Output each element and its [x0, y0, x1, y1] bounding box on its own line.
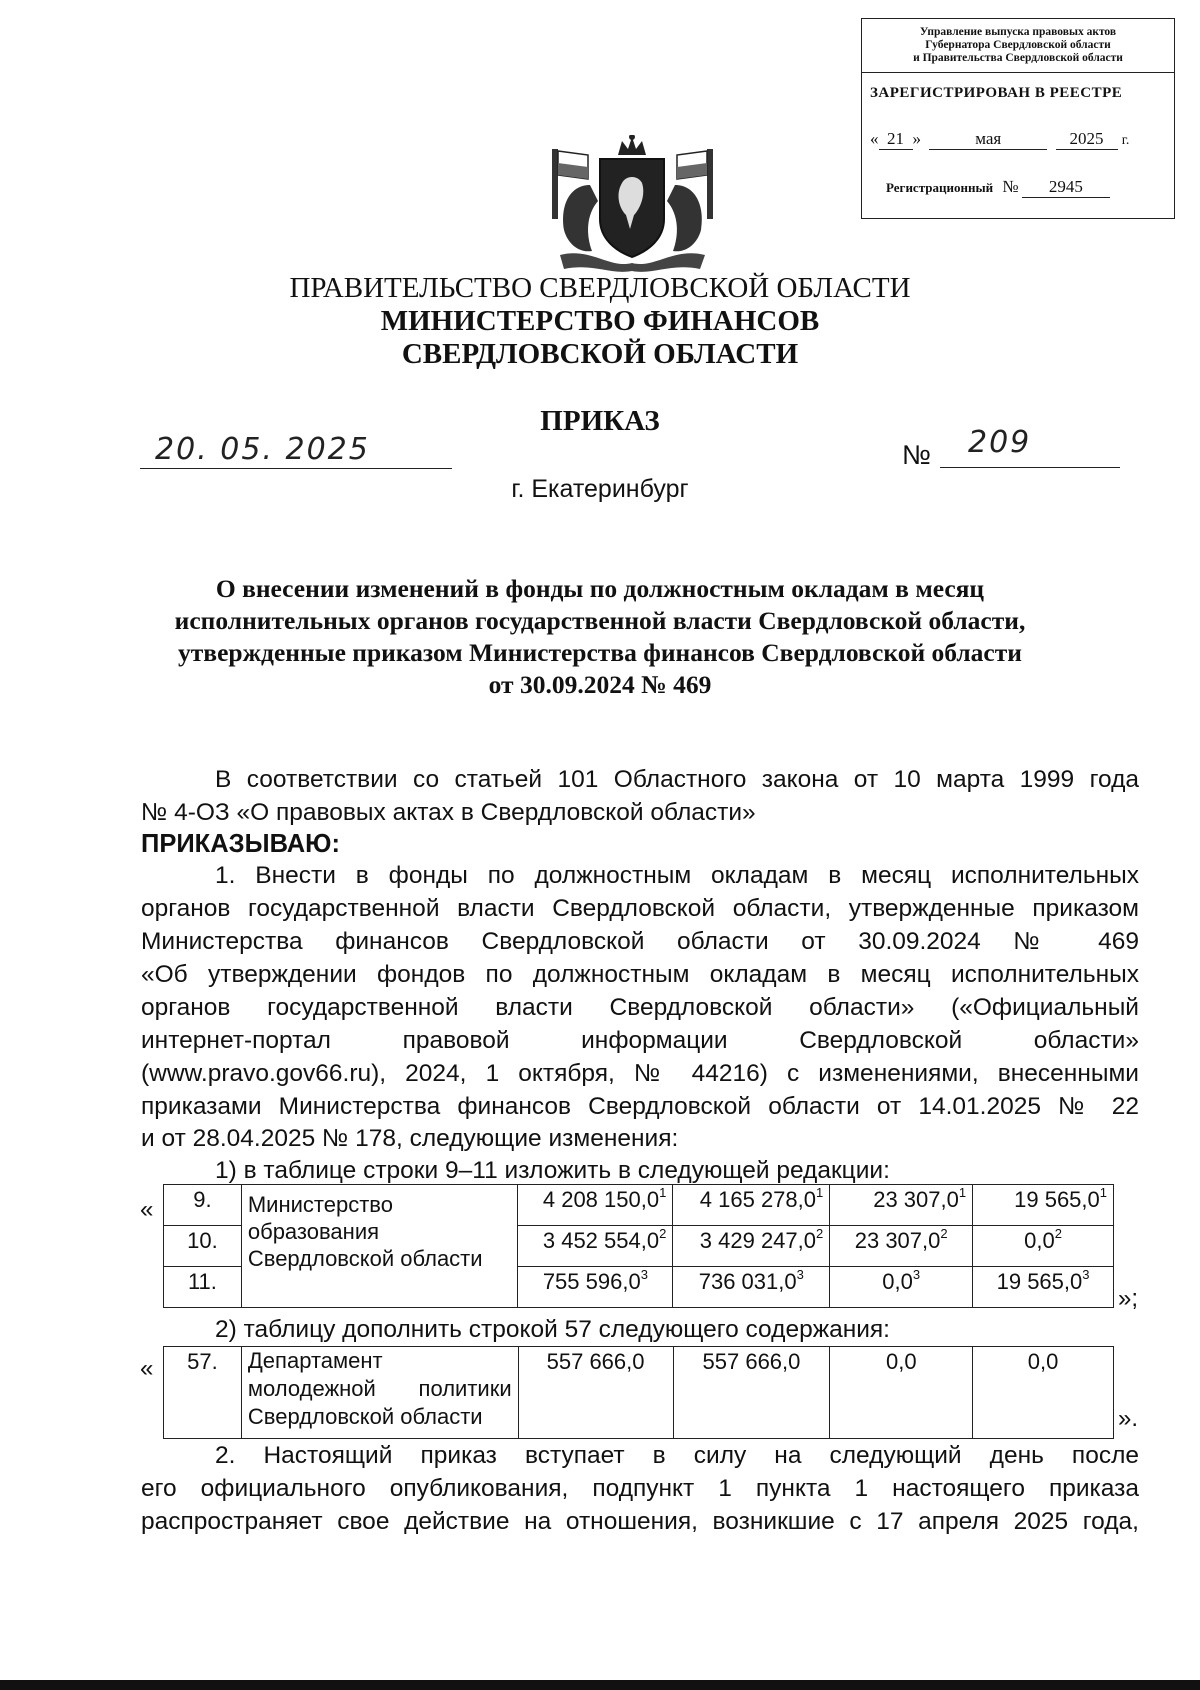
cell-value: 4 208 150,0$^1$: [518, 1185, 673, 1226]
paragraph-1-line: 1. Внести в фонды по должностным окладам в месяц исполнительных: [215, 862, 1139, 889]
paragraph-1-line: интернет-портал правовой информации Свердловской области»: [141, 1027, 1139, 1054]
number-underline: [940, 467, 1120, 468]
stamp-header-line: Губернатора Свердловской области: [925, 39, 1111, 51]
number-sign: №: [902, 440, 931, 470]
order-title-line: исполнительных органов государственной власти Свердловской области,: [174, 606, 1026, 635]
table-row: [164, 1185, 1114, 1226]
paragraph-2-line: 2. Настоящий приказ вступает в силу на следующий день после: [215, 1442, 1139, 1469]
paragraph-1-line: и от 28.04.2025 № 178, следующие изменения:: [141, 1125, 679, 1152]
subitem-2: 2) таблицу дополнить строкой 57 следующего содержания:: [215, 1316, 890, 1343]
order-number-handwritten: 209: [968, 425, 1032, 460]
cell-value: 0,0: [830, 1347, 973, 1439]
region-title: СВЕРДЛОВСКОЙ ОБЛАСТИ: [401, 338, 799, 370]
order-date-handwritten: 20. 05. 2025: [155, 432, 370, 467]
row-number: 10.: [164, 1226, 242, 1267]
stamp-date: [870, 129, 1129, 150]
row-number: 57.: [164, 1347, 242, 1439]
stamp-reg-number: 2945: [1022, 177, 1110, 198]
cell-value: 19 565,0$^1$: [973, 1185, 1114, 1226]
cell-value: $0,0^2$: [973, 1226, 1114, 1267]
paragraph-1-line: Министерства финансов Свердловской области от 30.09.2024 № 469: [141, 928, 1139, 955]
order-title-line: О внесении изменений в фонды по должностным окладам в месяц: [215, 574, 985, 603]
stamp-open-quote: «: [870, 129, 879, 148]
table2-open-quote: «: [140, 1355, 154, 1382]
subitem-1: 1) в таблице строки 9–11 изложить в следующей редакции:: [215, 1157, 890, 1184]
stamp-registered: ЗАРЕГИСТРИРОВАН В РЕЕСТРЕ: [870, 85, 1123, 101]
cell-value: 755 596,0$^3$: [518, 1267, 673, 1308]
paragraph-2-line: распространяет свое действие на отношения, возникшие с 17 апреля 2025 года,: [141, 1508, 1139, 1535]
ministry-title: МИНИСТЕРСТВО ФИНАНСОВ: [380, 305, 820, 337]
cell-value: 3 452 554,0$^2$: [518, 1226, 673, 1267]
scan-bottom-edge: [0, 1680, 1200, 1690]
row-number: 11.: [164, 1267, 242, 1308]
cell-value: 557 666,0: [673, 1347, 830, 1439]
cell-value: 23 307,0$^2$: [830, 1226, 973, 1267]
cell-value: 736 031,0$^3$: [673, 1267, 830, 1308]
org-name-line: молодежной политики: [247, 1376, 512, 1401]
order-title-line: утвержденные приказом Министерства финансов Свердловской области: [178, 638, 1022, 667]
date-underline: [140, 468, 452, 469]
paragraph-1-line: (www.pravo.gov66.ru), 2024, 1 октября, № 44216) с изменениями, внесенными: [141, 1060, 1139, 1087]
preamble-line: В соответствии со статьей 101 Областного закона от 10 марта 1999 года: [215, 766, 1139, 793]
stamp-day: 21: [879, 129, 913, 150]
org-name-line: Свердловской области: [247, 1404, 483, 1429]
table-row-57: [163, 1346, 1114, 1439]
paragraph-2-line: его официального опубликования, подпункт 1 пункта 1 настоящего приказа: [141, 1475, 1139, 1502]
table-rows-9-11: [163, 1184, 1114, 1308]
coat-of-arms-emblem: [530, 135, 735, 275]
paragraph-1-line: приказами Министерства финансов Свердловской области от 14.01.2025 № 22: [141, 1093, 1139, 1120]
org-name: [241, 1347, 518, 1439]
cell-value: 19 565,0$^3$: [973, 1267, 1114, 1308]
row-number: 9.: [164, 1185, 242, 1226]
preamble-line: № 4-ОЗ «О правовых актах в Свердловской области»: [141, 799, 756, 826]
stamp-header-line: и Правительства Свердловской области: [913, 52, 1123, 64]
stamp-header-line: Управление выпуска правовых актов: [919, 26, 1117, 38]
document-type: ПРИКАЗ: [540, 405, 660, 437]
paragraph-1-line: органов государственной власти Свердловской области, утвержденные приказом: [141, 895, 1139, 922]
stamp-month: мая: [929, 129, 1047, 150]
table-row: [164, 1347, 1114, 1439]
cell-value: $0,0^3$: [830, 1267, 973, 1308]
table1-open-quote: «: [140, 1196, 154, 1223]
stamp-year: 2025: [1056, 129, 1118, 150]
paragraph-1-line: «Об утверждении фондов по должностным окладам в месяц исполнительных: [141, 961, 1139, 988]
registration-stamp: [861, 18, 1175, 219]
table2-close-quote: ».: [1118, 1405, 1139, 1432]
government-title: ПРАВИТЕЛЬСТВО СВЕРДЛОВСКОЙ ОБЛАСТИ: [289, 272, 911, 304]
stamp-reg-sign: №: [1002, 177, 1019, 196]
org-name: Министерство образования Свердловской области: [241, 1185, 518, 1308]
city: г. Екатеринбург: [511, 475, 689, 503]
stamp-header: [862, 19, 1174, 73]
cell-value: 0,0: [973, 1347, 1114, 1439]
table1-close-quote: »;: [1118, 1285, 1139, 1312]
paragraph-1-line: органов государственной власти Свердловской области» («Официальный: [141, 994, 1139, 1021]
stamp-close-quote: »: [912, 129, 921, 148]
order-word: ПРИКАЗЫВАЮ:: [141, 830, 340, 858]
cell-value: 4 165 278,0$^1$: [673, 1185, 830, 1226]
stamp-reg-label: Регистрационный: [886, 180, 994, 195]
cell-value: 3 429 247,0$^2$: [673, 1226, 830, 1267]
order-title-line: от 30.09.2024 № 469: [488, 670, 712, 699]
cell-value: 23 307,0$^1$: [830, 1185, 973, 1226]
org-name-line: Департамент: [247, 1348, 383, 1373]
stamp-reg: [886, 177, 1110, 198]
cell-value: 557 666,0: [518, 1347, 673, 1439]
stamp-year-suffix: г.: [1121, 133, 1130, 148]
